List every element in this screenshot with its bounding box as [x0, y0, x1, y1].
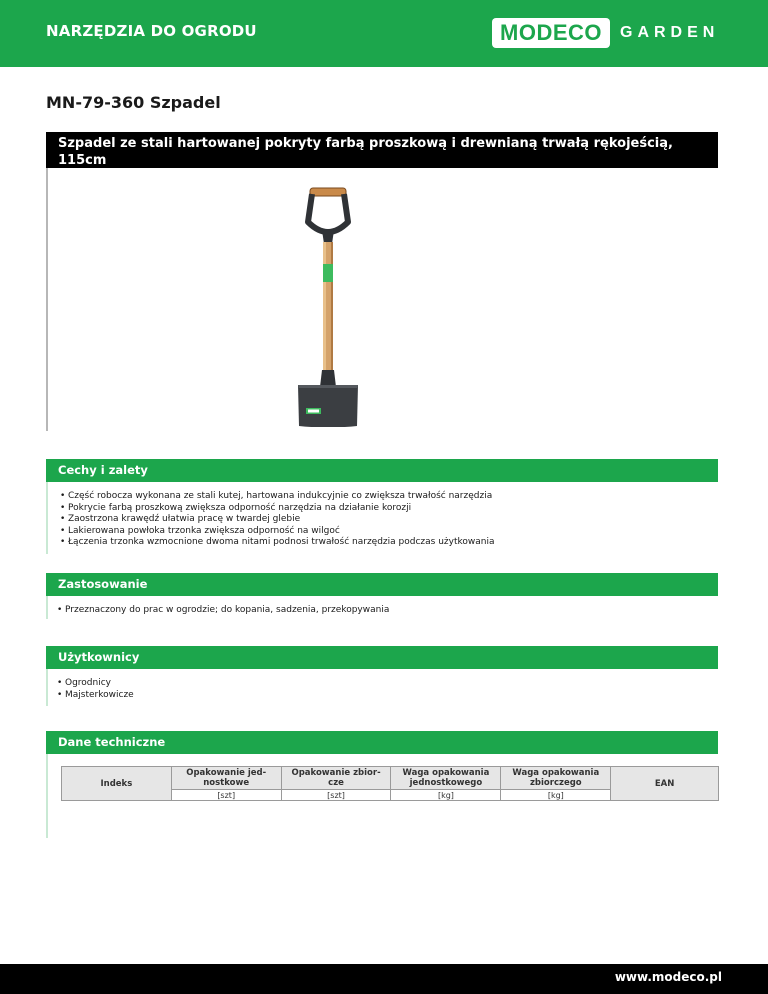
website-link[interactable]: www.modeco.pl	[614, 970, 722, 984]
unit-unit-weight: [kg]	[391, 790, 501, 801]
list-item: • Przeznaczony do prac w ogrodzie; do kopania, sadzenia, przekopywania	[57, 605, 718, 617]
list-item: • Część robocza wykonana ze stali kutej, hartowana indukcyjnie co zwiększa trwałość narzędzia	[60, 491, 718, 503]
users-header: Użytkownicy	[46, 646, 718, 669]
list-item: • Łączenia trzonka wzmocnione dwoma nitami podnosi trwałość narzędzia podczas użytkowania	[60, 537, 718, 549]
tech-header: Dane techniczne	[46, 731, 718, 754]
col-bulk-weight: Waga opakowania zbiorczego	[501, 767, 611, 790]
logo-brand: MODECO	[492, 18, 610, 48]
features-header: Cechy i zalety	[46, 459, 718, 482]
usage-body	[46, 596, 718, 619]
usage-header: Zastosowanie	[46, 573, 718, 596]
logo-sub: GARDEN	[620, 24, 720, 41]
unit-bulk-pack: [szt]	[281, 790, 391, 801]
unit-unit-pack: [szt]	[171, 790, 281, 801]
modeco-garden-logo	[492, 17, 719, 49]
spade-image	[278, 182, 378, 427]
product-title: MN-79-360 Szpadel	[46, 93, 221, 112]
col-ean: EAN	[611, 767, 719, 801]
list-item: • Zaostrzona krawędź ułatwia pracę w twardej glebie	[60, 514, 718, 526]
unit-bulk-weight: [kg]	[501, 790, 611, 801]
users-list	[57, 678, 718, 701]
tech-body	[46, 754, 718, 838]
features-body	[46, 482, 718, 554]
features-list	[60, 491, 718, 549]
product-description: Szpadel ze stali hartowanej pokryty farbą proszkową i drewnianą trwałą rękojeścią, 115cm	[46, 132, 718, 168]
tech-table	[61, 766, 719, 801]
list-item: • Majsterkowicze	[57, 690, 718, 702]
footer-bar	[0, 964, 768, 994]
col-bulk-pack: Opakowanie zbior- cze	[281, 767, 391, 790]
col-index: Indeks	[62, 767, 172, 801]
usage-list	[57, 605, 718, 617]
product-image-area	[46, 168, 718, 431]
list-item: • Pokrycie farbą proszkową zwiększa odporność narzędzia na działanie korozji	[60, 503, 718, 515]
list-item: • Lakierowana powłoka trzonka zwiększa odporność na wilgoć	[60, 526, 718, 538]
users-body	[46, 669, 718, 706]
header-bar	[0, 0, 768, 67]
list-item: • Ogrodnicy	[57, 678, 718, 690]
col-unit-pack: Opakowanie jed- nostkowe	[171, 767, 281, 790]
col-unit-weight: Waga opakowania jednostkowego	[391, 767, 501, 790]
category-title: NARZĘDZIA DO OGRODU	[46, 22, 257, 40]
